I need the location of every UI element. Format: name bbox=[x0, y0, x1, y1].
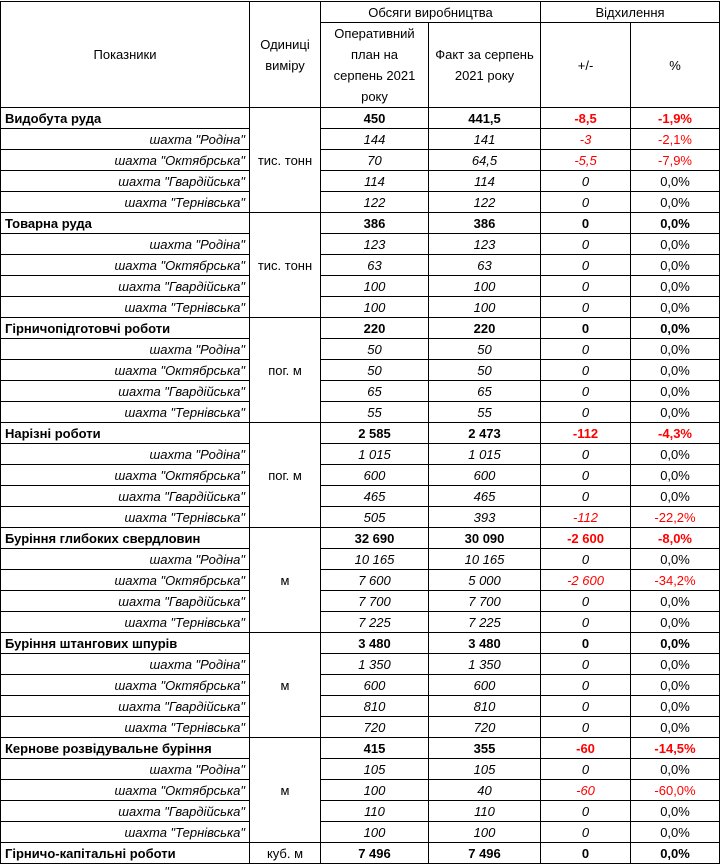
fact-cell: 393 bbox=[429, 507, 541, 528]
abs-deviation-cell: 0 bbox=[541, 360, 631, 381]
mine-name-cell: шахта "Октябрська" bbox=[1, 570, 250, 591]
fact-cell: 50 bbox=[429, 360, 541, 381]
mine-name-cell: шахта "Тернівська" bbox=[1, 822, 250, 843]
table-row bbox=[1, 759, 720, 780]
mine-name-cell: шахта "Октябрська" bbox=[1, 465, 250, 486]
pct-deviation-cell: -34,2% bbox=[631, 570, 720, 591]
abs-deviation-cell: 0 bbox=[541, 213, 631, 234]
fact-cell: 5 000 bbox=[429, 570, 541, 591]
table-row bbox=[1, 507, 720, 528]
header-deviation: Відхилення bbox=[541, 2, 720, 23]
unit-cell: м bbox=[250, 528, 321, 633]
production-table bbox=[0, 1, 720, 864]
mine-name-cell: шахта "Октябрська" bbox=[1, 360, 250, 381]
table-row-group-total bbox=[1, 528, 720, 549]
abs-deviation-cell: 0 bbox=[541, 843, 631, 864]
unit-cell: м bbox=[250, 633, 321, 738]
plan-cell: 55 bbox=[321, 402, 429, 423]
fact-cell: 355 bbox=[429, 738, 541, 759]
table-row bbox=[1, 297, 720, 318]
pct-deviation-cell: 0,0% bbox=[631, 549, 720, 570]
table-row bbox=[1, 402, 720, 423]
mine-name-cell: шахта "Тернівська" bbox=[1, 402, 250, 423]
pct-deviation-cell: 0,0% bbox=[631, 822, 720, 843]
plan-cell: 450 bbox=[321, 108, 429, 129]
mine-name-cell: шахта "Родіна" bbox=[1, 654, 250, 675]
pct-deviation-cell: 0,0% bbox=[631, 717, 720, 738]
header-plan: Оперативний план на серпень 2021 року bbox=[321, 23, 429, 108]
plan-cell: 100 bbox=[321, 297, 429, 318]
mine-name-cell: шахта "Тернівська" bbox=[1, 612, 250, 633]
mine-name-cell: шахта "Октябрська" bbox=[1, 150, 250, 171]
pct-deviation-cell: -14,5% bbox=[631, 738, 720, 759]
table-row bbox=[1, 339, 720, 360]
fact-cell: 10 165 bbox=[429, 549, 541, 570]
pct-deviation-cell: 0,0% bbox=[631, 339, 720, 360]
plan-cell: 105 bbox=[321, 759, 429, 780]
pct-deviation-cell: 0,0% bbox=[631, 675, 720, 696]
unit-cell: пог. м bbox=[250, 423, 321, 528]
plan-cell: 100 bbox=[321, 276, 429, 297]
fact-cell: 40 bbox=[429, 780, 541, 801]
abs-deviation-cell: 0 bbox=[541, 696, 631, 717]
plan-cell: 1 350 bbox=[321, 654, 429, 675]
abs-deviation-cell: 0 bbox=[541, 759, 631, 780]
group-name-cell: Гірничо-капітальні роботи bbox=[1, 843, 250, 864]
fact-cell: 7 496 bbox=[429, 843, 541, 864]
abs-deviation-cell: 0 bbox=[541, 549, 631, 570]
mine-name-cell: шахта "Гвардійська" bbox=[1, 381, 250, 402]
pct-deviation-cell: 0,0% bbox=[631, 255, 720, 276]
pct-deviation-cell: 0,0% bbox=[631, 402, 720, 423]
pct-deviation-cell: 0,0% bbox=[631, 486, 720, 507]
abs-deviation-cell: 0 bbox=[541, 486, 631, 507]
table-row bbox=[1, 717, 720, 738]
abs-deviation-cell: -112 bbox=[541, 507, 631, 528]
pct-deviation-cell: 0,0% bbox=[631, 759, 720, 780]
abs-deviation-cell: 0 bbox=[541, 381, 631, 402]
plan-cell: 32 690 bbox=[321, 528, 429, 549]
unit-cell: м bbox=[250, 738, 321, 843]
mine-name-cell: шахта "Гвардійська" bbox=[1, 591, 250, 612]
fact-cell: 600 bbox=[429, 675, 541, 696]
abs-deviation-cell: 0 bbox=[541, 612, 631, 633]
plan-cell: 100 bbox=[321, 780, 429, 801]
table-row-group-total bbox=[1, 213, 720, 234]
abs-deviation-cell: -60 bbox=[541, 738, 631, 759]
fact-cell: 30 090 bbox=[429, 528, 541, 549]
table-row bbox=[1, 465, 720, 486]
plan-cell: 220 bbox=[321, 318, 429, 339]
pct-deviation-cell: 0,0% bbox=[631, 276, 720, 297]
abs-deviation-cell: 0 bbox=[541, 822, 631, 843]
plan-cell: 7 225 bbox=[321, 612, 429, 633]
mine-name-cell: шахта "Тернівська" bbox=[1, 297, 250, 318]
pct-deviation-cell: 0,0% bbox=[631, 843, 720, 864]
plan-cell: 122 bbox=[321, 192, 429, 213]
mine-name-cell: шахта "Родіна" bbox=[1, 759, 250, 780]
pct-deviation-cell: 0,0% bbox=[631, 654, 720, 675]
abs-deviation-cell: 0 bbox=[541, 318, 631, 339]
plan-cell: 10 165 bbox=[321, 549, 429, 570]
plan-cell: 65 bbox=[321, 381, 429, 402]
abs-deviation-cell: -2 600 bbox=[541, 528, 631, 549]
abs-deviation-cell: 0 bbox=[541, 297, 631, 318]
pct-deviation-cell: -22,2% bbox=[631, 507, 720, 528]
plan-cell: 465 bbox=[321, 486, 429, 507]
pct-deviation-cell: 0,0% bbox=[631, 192, 720, 213]
table-row bbox=[1, 381, 720, 402]
plan-cell: 3 480 bbox=[321, 633, 429, 654]
plan-cell: 386 bbox=[321, 213, 429, 234]
abs-deviation-cell: 0 bbox=[541, 192, 631, 213]
fact-cell: 110 bbox=[429, 801, 541, 822]
fact-cell: 123 bbox=[429, 234, 541, 255]
abs-deviation-cell: 0 bbox=[541, 801, 631, 822]
fact-cell: 114 bbox=[429, 171, 541, 192]
mine-name-cell: шахта "Тернівська" bbox=[1, 192, 250, 213]
plan-cell: 70 bbox=[321, 150, 429, 171]
plan-cell: 7 700 bbox=[321, 591, 429, 612]
fact-cell: 63 bbox=[429, 255, 541, 276]
group-name-cell: Буріння штангових шпурів bbox=[1, 633, 250, 654]
table-row bbox=[1, 255, 720, 276]
pct-deviation-cell: 0,0% bbox=[631, 696, 720, 717]
header-fact: Факт за серпень 2021 року bbox=[429, 23, 541, 108]
plan-cell: 100 bbox=[321, 822, 429, 843]
abs-deviation-cell: 0 bbox=[541, 465, 631, 486]
table-row-group-total bbox=[1, 738, 720, 759]
table-row bbox=[1, 780, 720, 801]
abs-deviation-cell: 0 bbox=[541, 255, 631, 276]
abs-deviation-cell: 0 bbox=[541, 339, 631, 360]
group-name-cell: Буріння глибоких свердловин bbox=[1, 528, 250, 549]
group-name-cell: Нарізні роботи bbox=[1, 423, 250, 444]
table-row bbox=[1, 129, 720, 150]
table-row-group-total bbox=[1, 423, 720, 444]
mine-name-cell: шахта "Гвардійська" bbox=[1, 171, 250, 192]
plan-cell: 123 bbox=[321, 234, 429, 255]
table-row bbox=[1, 591, 720, 612]
fact-cell: 600 bbox=[429, 465, 541, 486]
table-row-final bbox=[1, 843, 720, 864]
pct-deviation-cell: 0,0% bbox=[631, 612, 720, 633]
plan-cell: 1 015 bbox=[321, 444, 429, 465]
abs-deviation-cell: 0 bbox=[541, 234, 631, 255]
abs-deviation-cell: 0 bbox=[541, 717, 631, 738]
table-row bbox=[1, 486, 720, 507]
abs-deviation-cell: 0 bbox=[541, 171, 631, 192]
pct-deviation-cell: -8,0% bbox=[631, 528, 720, 549]
plan-cell: 720 bbox=[321, 717, 429, 738]
pct-deviation-cell: 0,0% bbox=[631, 297, 720, 318]
table-row-group-total bbox=[1, 318, 720, 339]
table-row bbox=[1, 675, 720, 696]
plan-cell: 144 bbox=[321, 129, 429, 150]
fact-cell: 1 015 bbox=[429, 444, 541, 465]
mine-name-cell: шахта "Гвардійська" bbox=[1, 801, 250, 822]
table-row bbox=[1, 171, 720, 192]
fact-cell: 3 480 bbox=[429, 633, 541, 654]
header-units: Одиниці виміру bbox=[250, 2, 321, 108]
table-row bbox=[1, 822, 720, 843]
group-name-cell: Товарна руда bbox=[1, 213, 250, 234]
fact-cell: 386 bbox=[429, 213, 541, 234]
fact-cell: 122 bbox=[429, 192, 541, 213]
mine-name-cell: шахта "Гвардійська" bbox=[1, 696, 250, 717]
header-indicator: Показники bbox=[1, 2, 250, 108]
table-row bbox=[1, 570, 720, 591]
abs-deviation-cell: -112 bbox=[541, 423, 631, 444]
fact-cell: 7 700 bbox=[429, 591, 541, 612]
fact-cell: 810 bbox=[429, 696, 541, 717]
mine-name-cell: шахта "Тернівська" bbox=[1, 507, 250, 528]
fact-cell: 100 bbox=[429, 276, 541, 297]
mine-name-cell: шахта "Октябрська" bbox=[1, 255, 250, 276]
plan-cell: 415 bbox=[321, 738, 429, 759]
plan-cell: 50 bbox=[321, 360, 429, 381]
mine-name-cell: шахта "Гвардійська" bbox=[1, 276, 250, 297]
plan-cell: 810 bbox=[321, 696, 429, 717]
fact-cell: 64,5 bbox=[429, 150, 541, 171]
plan-cell: 114 bbox=[321, 171, 429, 192]
pct-deviation-cell: 0,0% bbox=[631, 444, 720, 465]
group-name-cell: Кернове розвідувальне буріння bbox=[1, 738, 250, 759]
header-volumes: Обсяги виробництва bbox=[321, 2, 541, 23]
unit-cell: тис. тонн bbox=[250, 213, 321, 318]
pct-deviation-cell: 0,0% bbox=[631, 213, 720, 234]
fact-cell: 2 473 bbox=[429, 423, 541, 444]
fact-cell: 100 bbox=[429, 297, 541, 318]
pct-deviation-cell: 0,0% bbox=[631, 633, 720, 654]
table-row bbox=[1, 612, 720, 633]
mine-name-cell: шахта "Родіна" bbox=[1, 444, 250, 465]
abs-deviation-cell: 0 bbox=[541, 402, 631, 423]
fact-cell: 720 bbox=[429, 717, 541, 738]
mine-name-cell: шахта "Родіна" bbox=[1, 129, 250, 150]
table-row bbox=[1, 192, 720, 213]
table-row-group-total bbox=[1, 108, 720, 129]
table-body bbox=[1, 108, 720, 864]
pct-deviation-cell: -2,1% bbox=[631, 129, 720, 150]
abs-deviation-cell: 0 bbox=[541, 276, 631, 297]
fact-cell: 465 bbox=[429, 486, 541, 507]
abs-deviation-cell: 0 bbox=[541, 591, 631, 612]
plan-cell: 110 bbox=[321, 801, 429, 822]
abs-deviation-cell: -3 bbox=[541, 129, 631, 150]
table-row bbox=[1, 801, 720, 822]
unit-cell: тис. тонн bbox=[250, 108, 321, 213]
fact-cell: 105 bbox=[429, 759, 541, 780]
plan-cell: 600 bbox=[321, 465, 429, 486]
header-abs: +/- bbox=[541, 23, 631, 108]
mine-name-cell: шахта "Октябрська" bbox=[1, 675, 250, 696]
plan-cell: 50 bbox=[321, 339, 429, 360]
fact-cell: 100 bbox=[429, 822, 541, 843]
pct-deviation-cell: 0,0% bbox=[631, 171, 720, 192]
fact-cell: 55 bbox=[429, 402, 541, 423]
pct-deviation-cell: 0,0% bbox=[631, 318, 720, 339]
table-row bbox=[1, 360, 720, 381]
plan-cell: 2 585 bbox=[321, 423, 429, 444]
pct-deviation-cell: 0,0% bbox=[631, 591, 720, 612]
table-row-group-total bbox=[1, 633, 720, 654]
abs-deviation-cell: -5,5 bbox=[541, 150, 631, 171]
pct-deviation-cell: 0,0% bbox=[631, 381, 720, 402]
abs-deviation-cell: 0 bbox=[541, 633, 631, 654]
fact-cell: 1 350 bbox=[429, 654, 541, 675]
plan-cell: 63 bbox=[321, 255, 429, 276]
abs-deviation-cell: 0 bbox=[541, 654, 631, 675]
pct-deviation-cell: -1,9% bbox=[631, 108, 720, 129]
fact-cell: 7 225 bbox=[429, 612, 541, 633]
plan-cell: 7 496 bbox=[321, 843, 429, 864]
pct-deviation-cell: -60,0% bbox=[631, 780, 720, 801]
unit-cell: пог. м bbox=[250, 318, 321, 423]
pct-deviation-cell: 0,0% bbox=[631, 360, 720, 381]
pct-deviation-cell: 0,0% bbox=[631, 234, 720, 255]
mine-name-cell: шахта "Тернівська" bbox=[1, 717, 250, 738]
table-row bbox=[1, 150, 720, 171]
abs-deviation-cell: -8,5 bbox=[541, 108, 631, 129]
table-row bbox=[1, 696, 720, 717]
mine-name-cell: шахта "Гвардійська" bbox=[1, 486, 250, 507]
fact-cell: 141 bbox=[429, 129, 541, 150]
table-row bbox=[1, 444, 720, 465]
plan-cell: 600 bbox=[321, 675, 429, 696]
fact-cell: 65 bbox=[429, 381, 541, 402]
unit-cell: куб. м bbox=[250, 843, 321, 864]
header-pct: % bbox=[631, 23, 720, 108]
pct-deviation-cell: 0,0% bbox=[631, 801, 720, 822]
table-row bbox=[1, 276, 720, 297]
group-name-cell: Гірничопідготовчі роботи bbox=[1, 318, 250, 339]
fact-cell: 441,5 bbox=[429, 108, 541, 129]
pct-deviation-cell: 0,0% bbox=[631, 465, 720, 486]
mine-name-cell: шахта "Октябрська" bbox=[1, 780, 250, 801]
mine-name-cell: шахта "Родіна" bbox=[1, 339, 250, 360]
abs-deviation-cell: 0 bbox=[541, 675, 631, 696]
pct-deviation-cell: -4,3% bbox=[631, 423, 720, 444]
table-row bbox=[1, 549, 720, 570]
fact-cell: 50 bbox=[429, 339, 541, 360]
abs-deviation-cell: -60 bbox=[541, 780, 631, 801]
pct-deviation-cell: -7,9% bbox=[631, 150, 720, 171]
abs-deviation-cell: 0 bbox=[541, 444, 631, 465]
plan-cell: 505 bbox=[321, 507, 429, 528]
mine-name-cell: шахта "Родіна" bbox=[1, 234, 250, 255]
abs-deviation-cell: -2 600 bbox=[541, 570, 631, 591]
group-name-cell: Видобута руда bbox=[1, 108, 250, 129]
mine-name-cell: шахта "Родіна" bbox=[1, 549, 250, 570]
table-row bbox=[1, 654, 720, 675]
fact-cell: 220 bbox=[429, 318, 541, 339]
plan-cell: 7 600 bbox=[321, 570, 429, 591]
table-row bbox=[1, 234, 720, 255]
